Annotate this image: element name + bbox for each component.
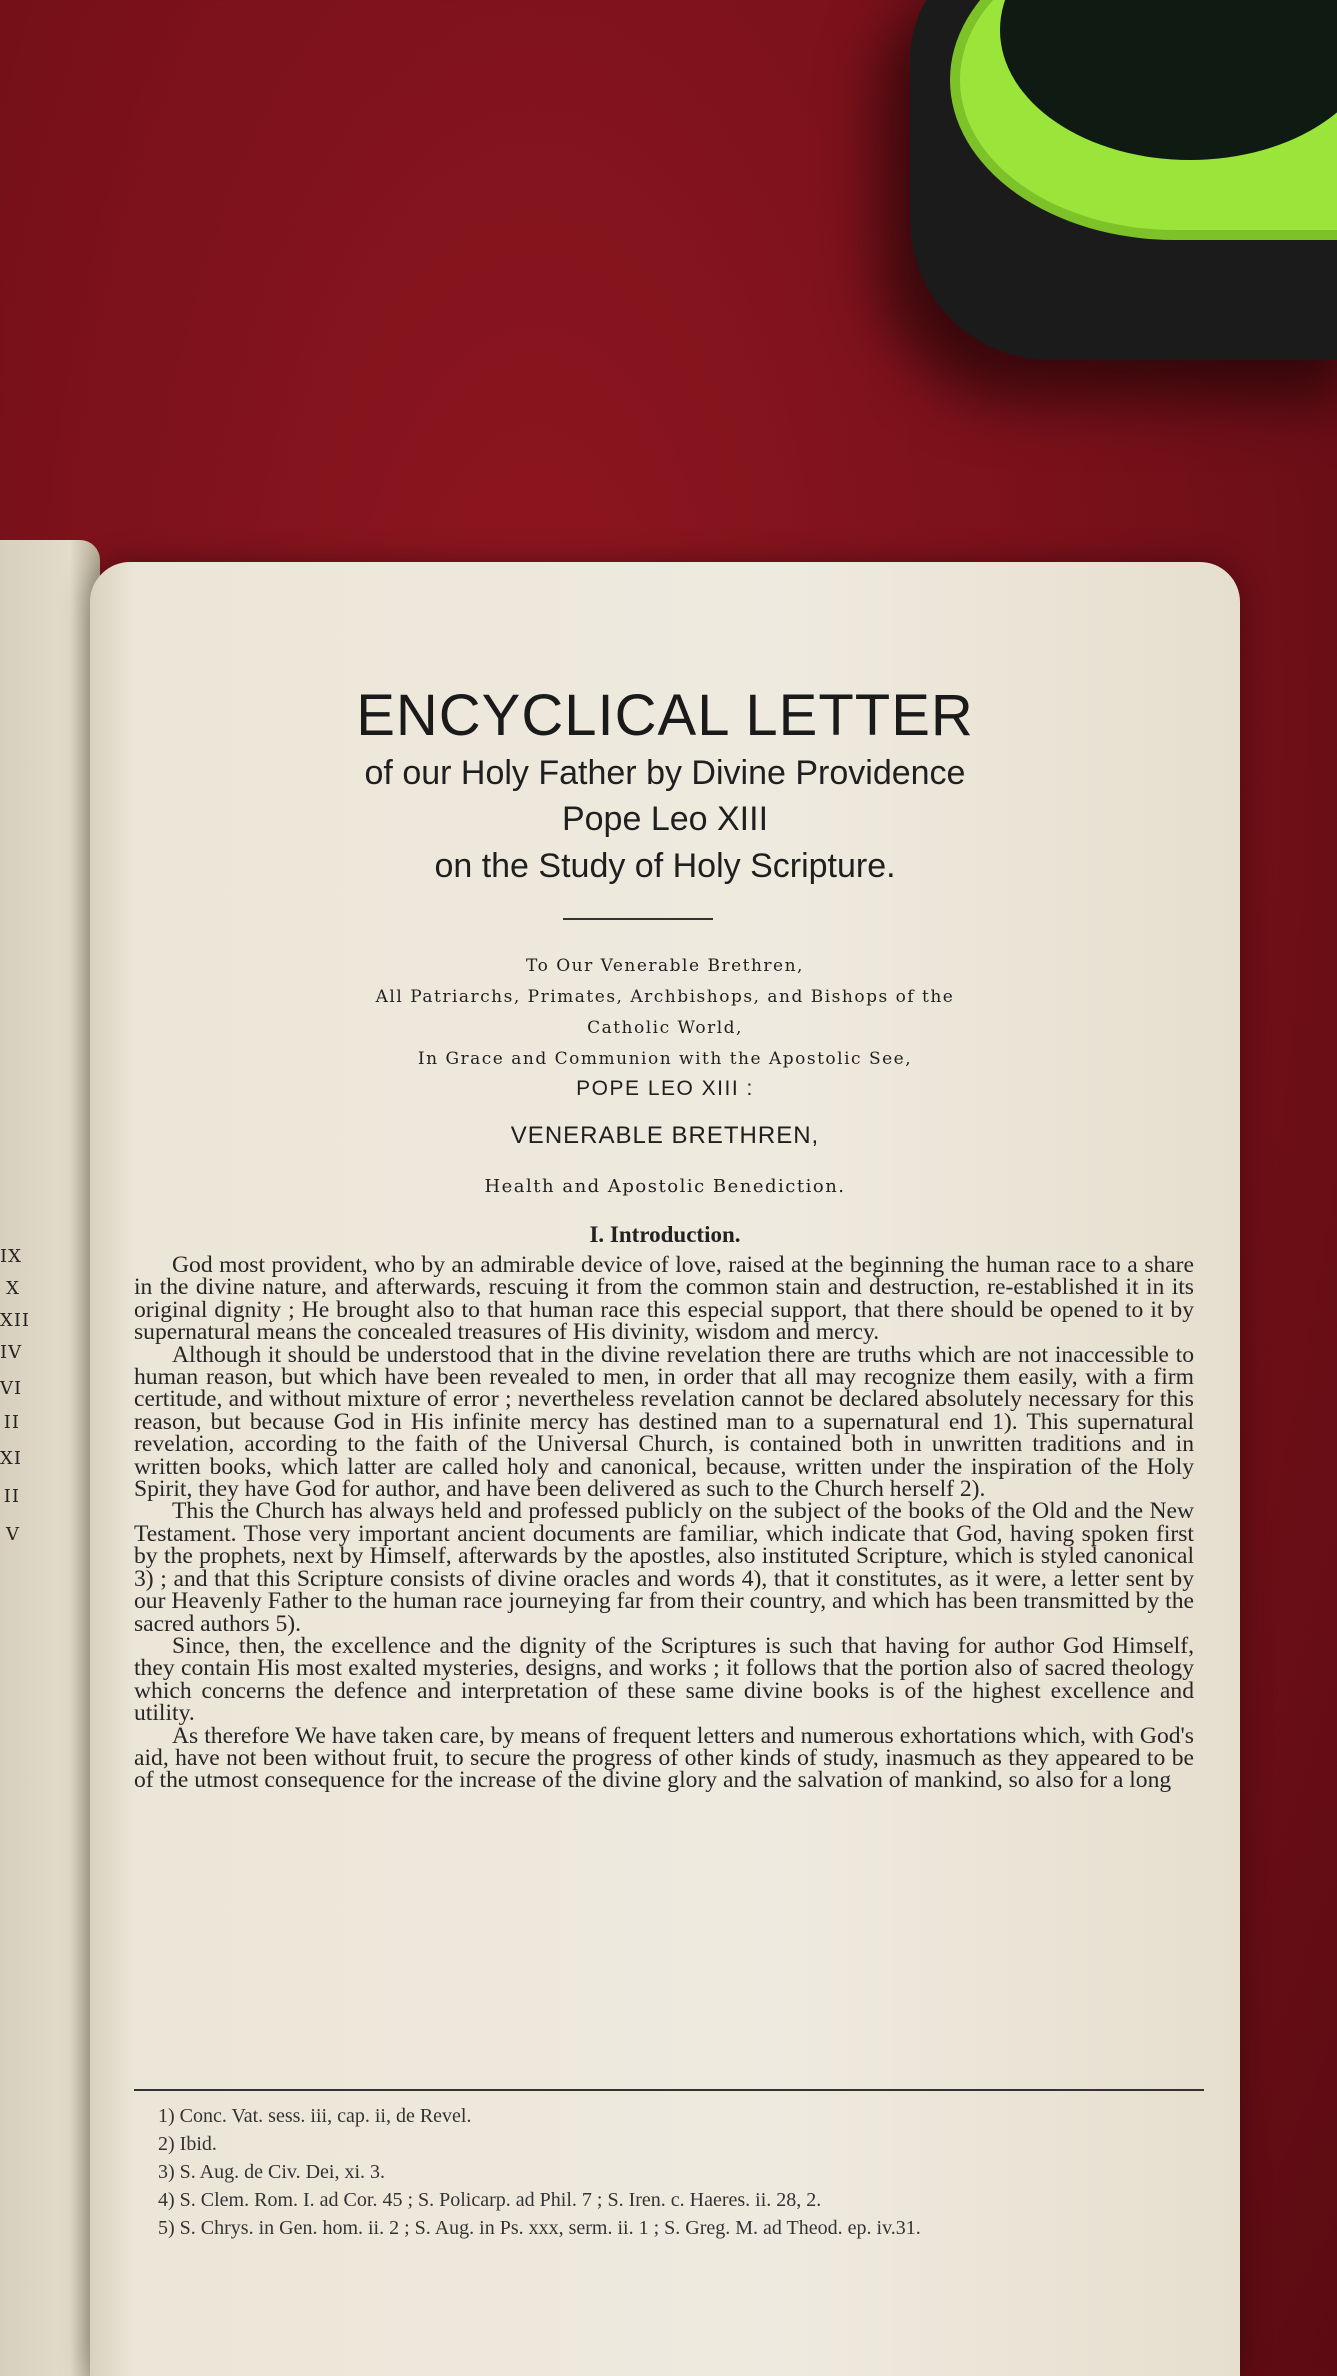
margin-numeral: VI: [0, 1378, 23, 1399]
tape-measure: [910, 0, 1337, 360]
footnotes: [158, 2102, 1218, 2242]
margin-numeral: IX: [0, 1246, 22, 1267]
address-line: In Grace and Communion with the Apostolic See,: [417, 1049, 913, 1069]
address-line: POPE LEO XIII :: [576, 1077, 754, 1100]
subtitle-line: Pope Leo XIII: [561, 800, 769, 838]
paragraph: As therefore We have taken care, by means of frequent letters and numerous exhortations which, with God's aid, have not been without fruit, to secure the progress of other kinds of study, inasmuch as they appeared to be of the utmost consequence for the increase of the divine glory and the salvation of mankind, so also for a long: [134, 1722, 1194, 1794]
margin-numeral: II: [3, 1486, 20, 1507]
paragraph: This the Church has always held and professed publicly on the subject of the books of the Old and the New Testament. Those very important ancient documents are familiar, which indicate that God, having spoken first by the prophets, next by Himself, afterwards by the apostles, also instituted Scripture, which is styled canonical 3) ; and that this Scripture consists of divine oracles and words 4), that it constitutes, as it were, a letter sent by our Heavenly Father to the human race journeying far from their country, and which has been transmitted by the sacred authors 5).: [134, 1498, 1194, 1637]
subtitle-line: of our Holy Father by Divine Providence: [364, 754, 966, 792]
paragraph: Although it should be understood that in the divine revelation there are truths which are not inaccessible to human reason, but which have been revealed to men, in order that all may recognize them easily, with a firm certitude, and without mixture of error ; nevertheless revelation cannot be declared absolutely necessary for this reason, but because God in His infinite mercy has destined man to a supernatural end 1). This supernatural revelation, according to the faith of the Universal Church, is contained both in unwritten traditions and in written books, which latter are called holy and canonical, because, written under the inspiration of the Holy Spirit, they have God for author, and have been delivered as such to the Church herself 2).: [134, 1341, 1194, 1503]
body-text: [134, 1254, 1194, 1792]
margin-numeral: X: [6, 1278, 20, 1299]
title-divider: [563, 918, 713, 920]
page-title: ENCYCLICAL LETTER: [356, 683, 974, 748]
paragraph: Since, then, the excellence and the dignity of the Scriptures is such that having for author God Himself, they contain His most exalted mysteries, designs, and works ; it follows that the portion also of sacred theology which concerns the defence and interpretation of these same divine books is of the highest excellence and utility.: [134, 1632, 1194, 1727]
salutation: VENERABLE BRETHREN,: [510, 1122, 820, 1149]
section-heading: I. Introduction.: [589, 1222, 741, 1247]
footnote: 3) S. Aug. de Civ. Dei, xi. 3.: [158, 2161, 386, 2183]
benediction: Health and Apostolic Benediction.: [484, 1176, 846, 1197]
footnote: 2) Ibid.: [158, 2133, 217, 2155]
paragraph: God most provident, who by an admirable device of love, raised at the beginning the human race to a share in the divine nature, and afterwards, rescuing it from the common stain and destruction, re-established it in its original dignity ; He brought also to that human race this especial support, that there should be opened to it by supernatural means the concealed treasures of His divinity, wisdom and mercy.: [134, 1252, 1194, 1346]
margin-numeral: II: [3, 1412, 20, 1433]
margin-numeral: IV: [0, 1342, 23, 1363]
margin-numeral: XI: [0, 1448, 22, 1469]
footnote-divider: [134, 2089, 1204, 2091]
left-page-edge: [0, 540, 100, 2376]
footnote: 5) S. Chrys. in Gen. hom. ii. 2 ; S. Aug. in Ps. xxx, serm. ii. 1 ; S. Greg. M. ad Theod. ep. iv.31.: [158, 2217, 921, 2239]
footnote: 1) Conc. Vat. sess. iii, cap. ii, de Revel.: [158, 2105, 472, 2127]
address-line: Catholic World,: [587, 1018, 743, 1038]
address-line: All Patriarchs, Primates, Archbishops, and Bishops of the: [375, 987, 955, 1007]
subtitle-line: on the Study of Holy Scripture.: [434, 847, 896, 885]
footnote: 4) S. Clem. Rom. I. ad Cor. 45 ; S. Policarp. ad Phil. 7 ; S. Iren. c. Haeres. ii. 28, 2.: [158, 2189, 822, 2211]
margin-numeral: V: [6, 1524, 20, 1545]
address-line: To Our Venerable Brethren,: [526, 956, 804, 976]
book-page: [90, 562, 1240, 2376]
margin-numeral: XII: [0, 1310, 31, 1331]
